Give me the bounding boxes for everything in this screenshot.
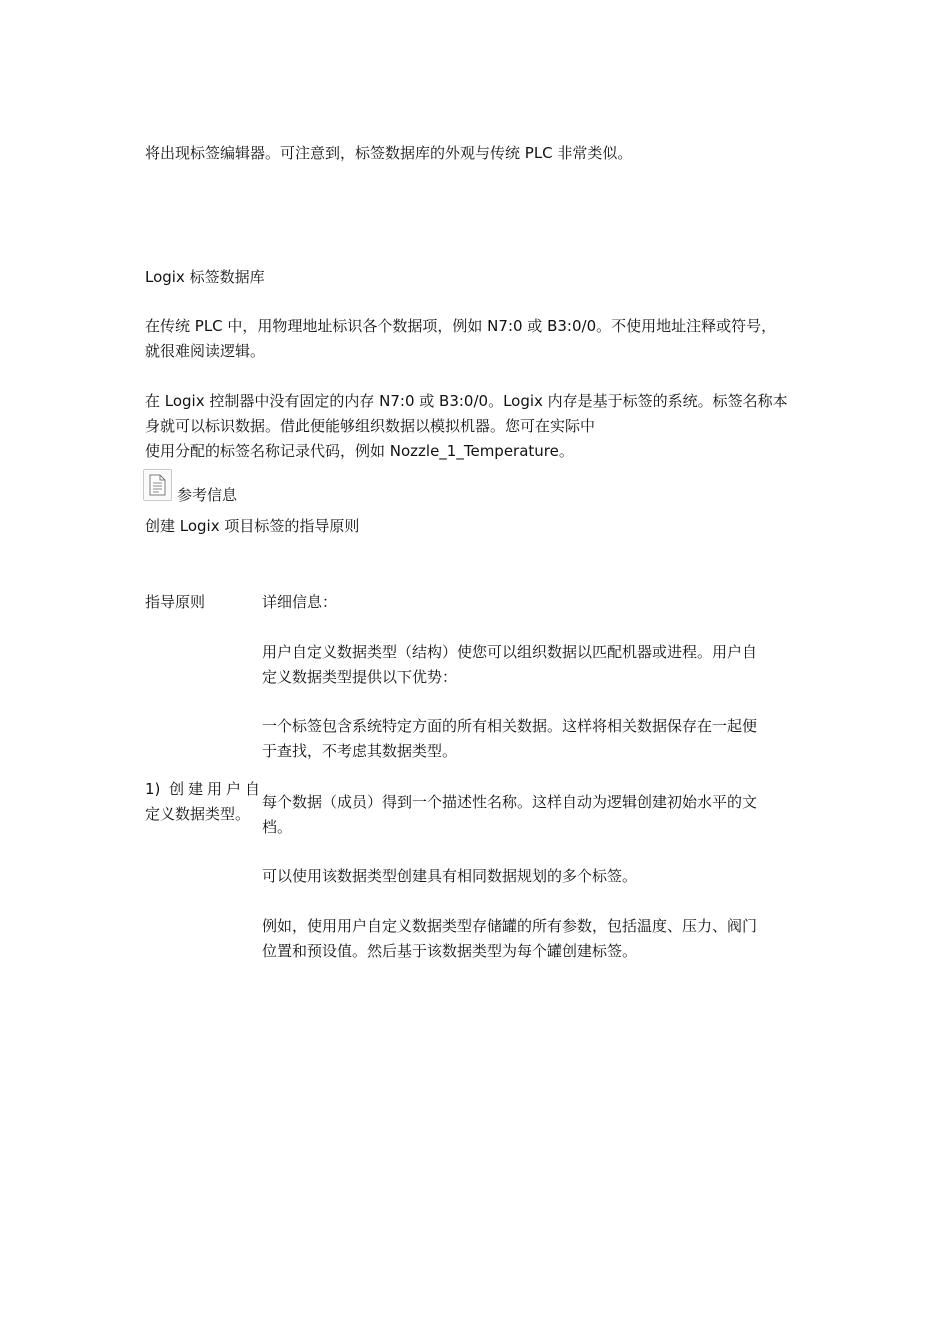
detail-paragraph: [262, 640, 812, 690]
document-icon: [143, 469, 172, 501]
detail-line: 一个标签包含系统特定方面的所有相关数据。这样将相关数据保存在一起便: [262, 717, 758, 735]
detail-paragraph: [262, 714, 812, 764]
detail-line: 每个数据（成员）得到一个描述性名称。这样自动为逻辑创建初始水平的文: [262, 793, 758, 811]
paragraph-line: 在传统 PLC 中，用物理地址标识各个数据项，例如 N7:0 或 B3:0/0。不使用地址注释或符号，: [145, 317, 777, 335]
guideline-line: 定义数据类型。: [145, 805, 251, 823]
detail-paragraph: [262, 790, 812, 840]
paragraph-logix-memory: [145, 389, 810, 464]
detail-line: 例如，使用用户自定义数据类型存储罐的所有参数，包括温度、压力、阀门: [262, 917, 758, 935]
detail-line: 定义数据类型提供以下优势：: [262, 668, 458, 686]
table-header-details: 详细信息：: [262, 593, 338, 611]
detail-paragraph: [262, 864, 812, 889]
reference-label: 参考信息: [177, 486, 238, 504]
intro-text: 将出现标签编辑器。可注意到，标签数据库的外观与传统 PLC 非常类似。: [145, 144, 633, 162]
table-row-guideline: [145, 777, 260, 827]
guideline-line: 1) 创建用户自: [145, 780, 260, 798]
paragraph-line: 就很难阅读逻辑。: [145, 342, 266, 360]
paragraph-line: 身就可以标识数据。借此便能够组织数据以模拟机器。您可在实际中: [145, 417, 596, 435]
paragraph-line: 使用分配的标签名称记录代码，例如 Nozzle_1_Temperature。: [145, 442, 574, 460]
reference-subtitle: 创建 Logix 项目标签的指导原则: [145, 517, 360, 535]
detail-line: 用户自定义数据类型（结构）使您可以组织数据以匹配机器或进程。用户自: [262, 643, 758, 661]
section-heading: Logix 标签数据库: [145, 268, 265, 286]
detail-line: 位置和预设值。然后基于该数据类型为每个罐创建标签。: [262, 942, 638, 960]
detail-line: 于查找，不考虑其数据类型。: [262, 742, 458, 760]
detail-line: 可以使用该数据类型创建具有相同数据规划的多个标签。: [262, 867, 638, 885]
paragraph-line: 在 Logix 控制器中没有固定的内存 N7:0 或 B3:0/0。Logix 内存是基于标签的系统。标签名称本: [145, 392, 788, 410]
detail-line: 档。: [262, 818, 293, 836]
table-header-guideline: 指导原则: [145, 593, 206, 611]
paragraph-traditional-plc: [145, 314, 810, 364]
detail-paragraph: [262, 914, 812, 964]
